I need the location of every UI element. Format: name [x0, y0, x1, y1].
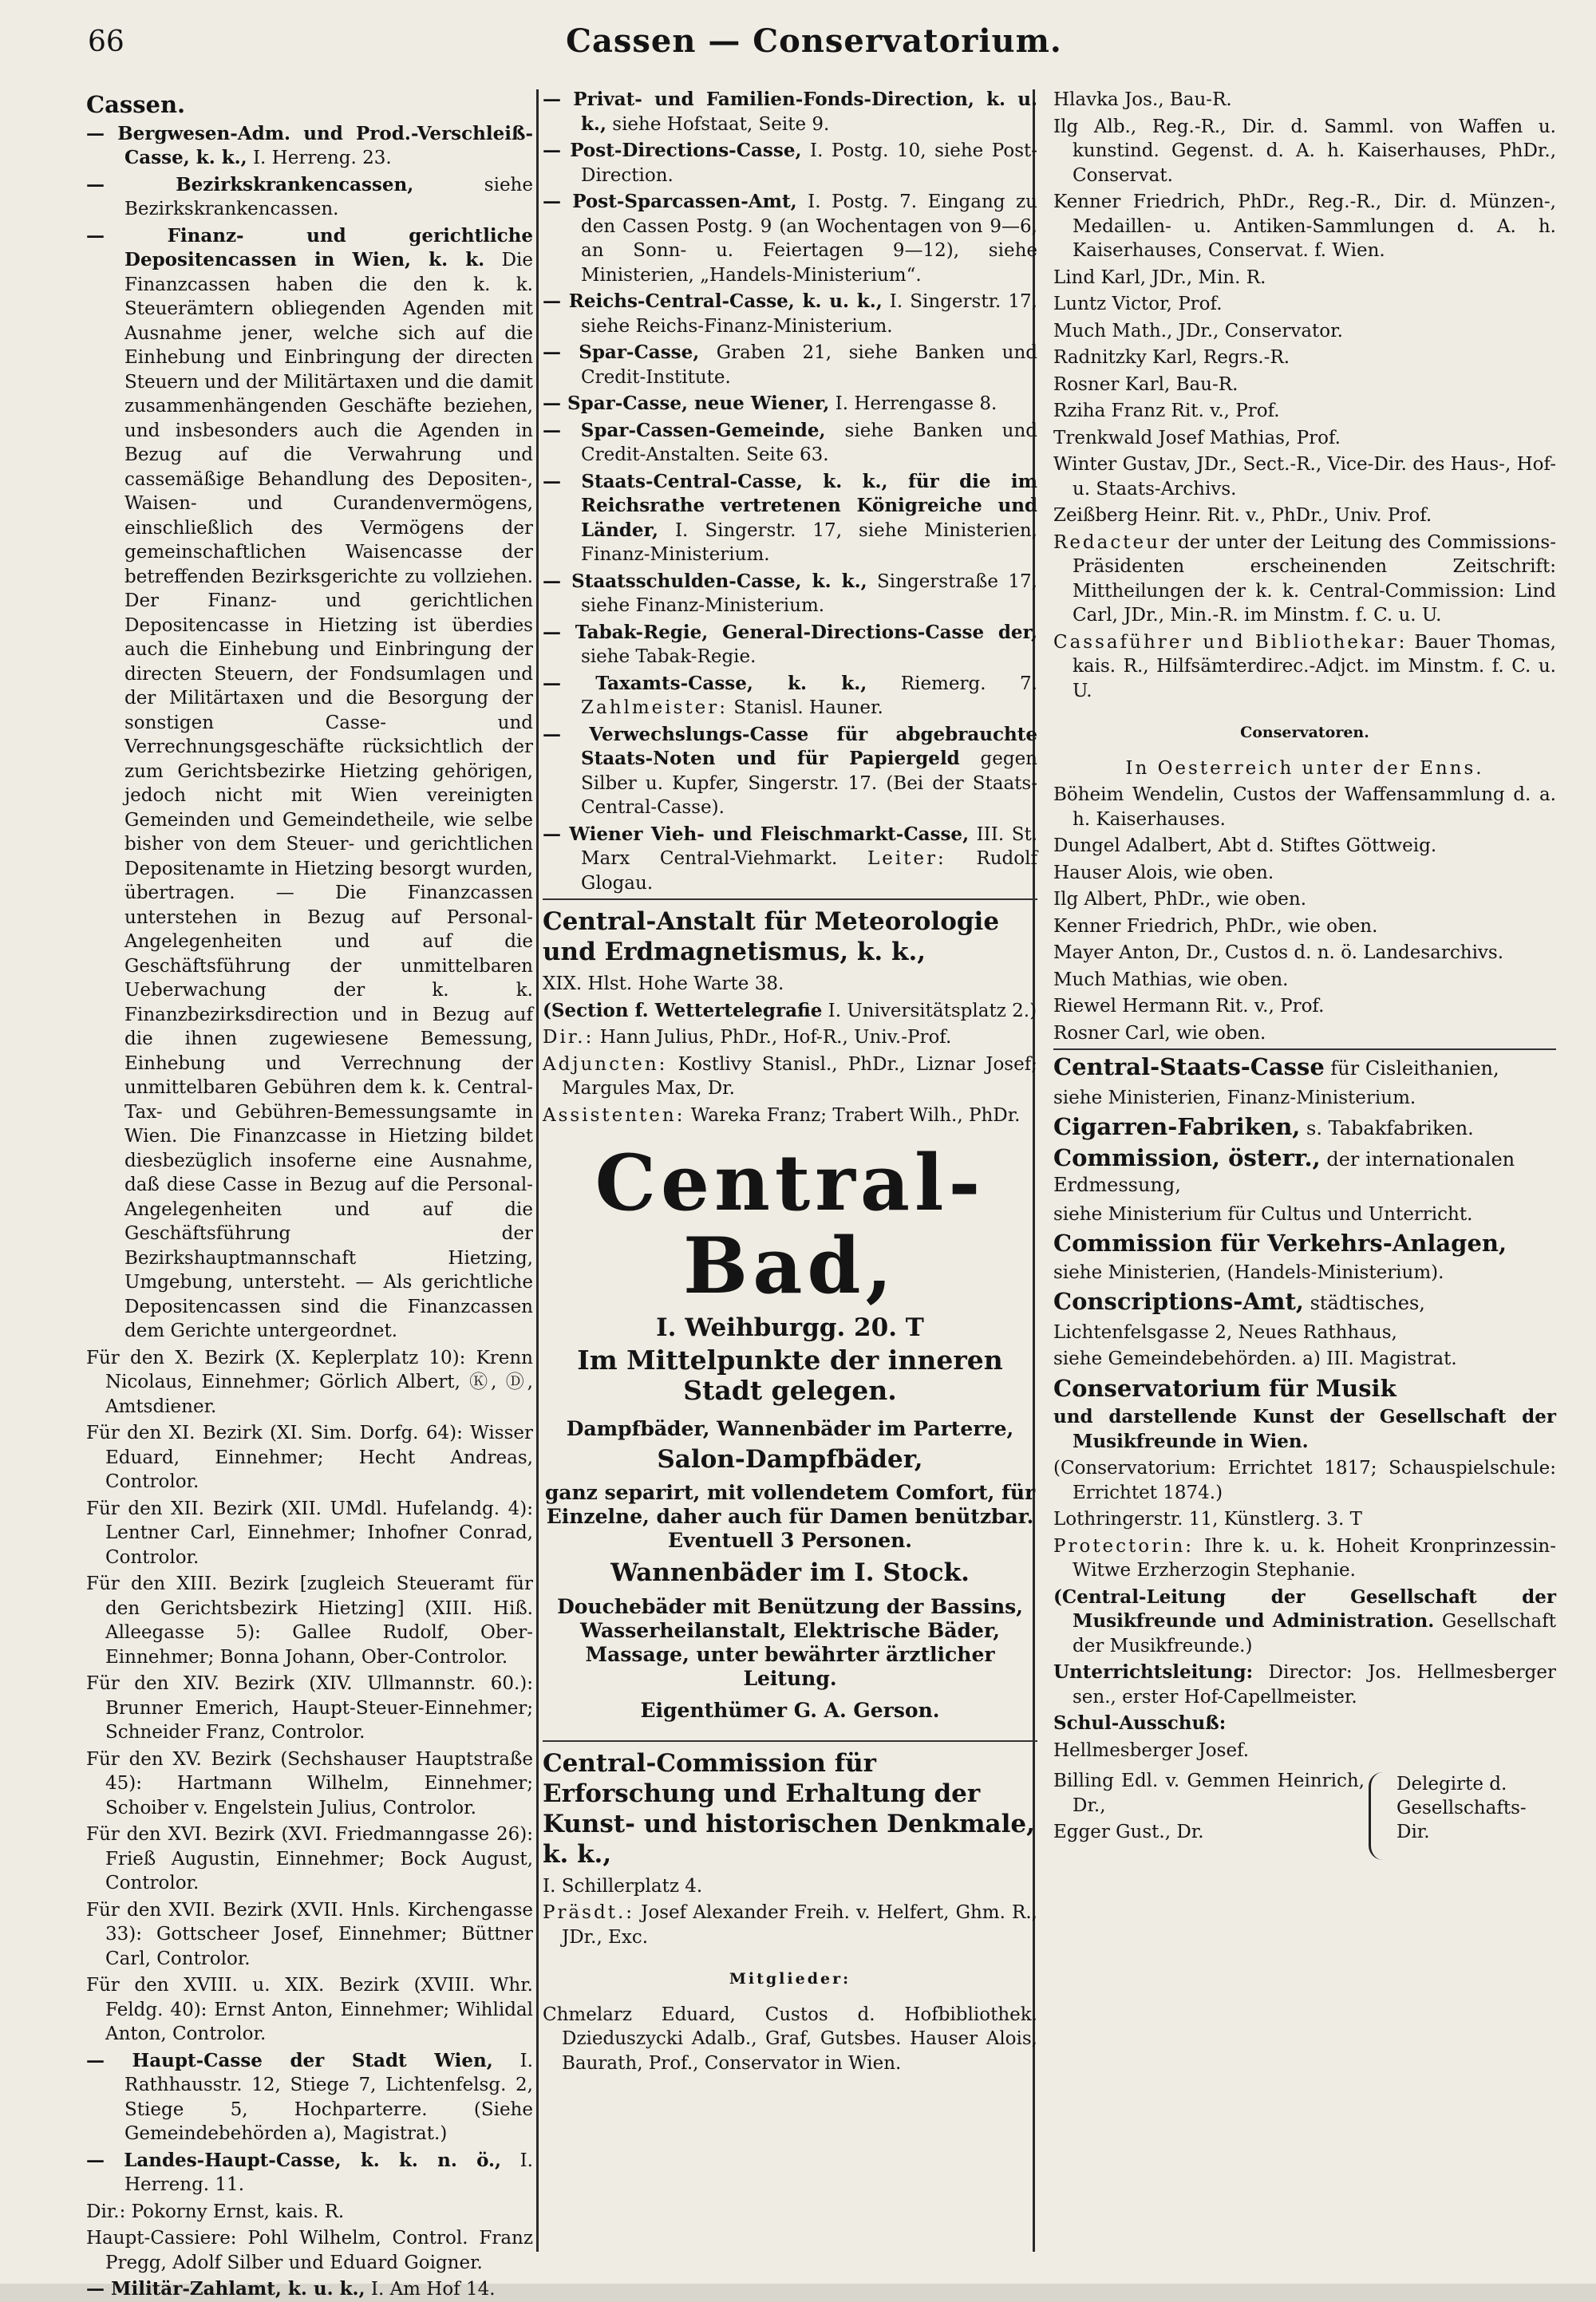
entry-title: — Privat- und Familien-Fonds-Direction, k. u. k.,: [543, 89, 1037, 135]
entry-title: — Landes-Haupt-Casse, k. k. n. ö.,: [86, 2149, 502, 2171]
members-list: Chmelarz Eduard, Custos d. Hofbibliothek. Dzieduszycki Adalb., Graf, Gutsbes. Hauser Alois, Baurath, Prof., Conservator in Wien.: [543, 2004, 1037, 2074]
conservator: Much Mathias, wie oben.: [1053, 969, 1289, 990]
role-label: Assistenten:: [543, 1104, 685, 1126]
entry-line: [1053, 531, 1556, 628]
brace: [1369, 1772, 1387, 1860]
entry-title: — Militär-Zahlamt, k. u. k.,: [86, 2278, 365, 2300]
entry: [543, 672, 1037, 721]
entry-title: [1053, 1055, 1556, 1081]
delegates-group: [1053, 1769, 1556, 1845]
region-heading: In Oesterreich unter der Enns.: [1125, 757, 1484, 779]
entry: [543, 621, 1037, 669]
entry-ref: siehe Gemeindebehörden. a) III. Magistrat.: [1053, 1348, 1457, 1369]
entry-title: — Taxamts-Casse, k. k.,: [543, 672, 867, 694]
entry: [86, 173, 533, 222]
entry: [86, 2049, 533, 2146]
delegates-names: [1053, 1769, 1365, 1845]
entry-title: [1053, 1143, 1556, 1198]
entry-title: [1053, 1115, 1556, 1141]
committee-member: Billing Edl. v. Gemmen Heinrich, Dr.,: [1053, 1771, 1365, 1816]
entry-line: Lichtenfelsgasse 2, Neues Rathhaus,: [1053, 1321, 1397, 1343]
conservator: Kenner Friedrich, PhDr., wie oben.: [1053, 915, 1378, 937]
ad-line: Salon-Dampfbäder,: [657, 1444, 923, 1474]
member: Ilg Alb., Reg.-R., Dir. d. Samml. von Waffen u. kunstind. Gegenst. d. A. h. Kaiserhauses, PhDr., Conservat.: [1053, 116, 1556, 186]
entry-text: siehe Tabak-Regie.: [581, 646, 757, 667]
district-entry: Für den XVII. Bezirk (XVII. Hnls. Kirchengasse 33): Gottscheer Josef, Einnehmer; Büttner Carl, Controlor.: [86, 1899, 533, 1969]
member: Kenner Friedrich, PhDr., Reg.-R., Dir. d. Münzen-, Medaillen- u. Antiken-Sammlungen d. A. h. Kaiserhauses, Conservat. f. Wien.: [1053, 192, 1556, 261]
entry-title: — Staats-Central-Casse, k. k., für die im Reichsrathe vertretenen Königreiche und Länder,: [543, 470, 1037, 541]
entry-text: der unter der Leitung des Commissions-Präsidenten erscheinenden Zeitschrift: Mittheilungen der k. k. Central-Commission: Lind Carl, JDr., Min.-R. im Minstm. f. C. u. U.: [1073, 531, 1556, 626]
separator: [543, 898, 1037, 900]
separator: [1053, 1048, 1556, 1050]
role-label: Zahlmeister:: [581, 697, 729, 718]
member: Trenkwald Josef Mathias, Prof.: [1053, 427, 1341, 448]
person: Rudolf Glogau.: [581, 848, 1037, 894]
entry-ref: siehe Ministerien, (Handels-Ministerium).: [1053, 1262, 1444, 1283]
entry: [543, 392, 1037, 417]
page-number: 66: [88, 26, 124, 58]
entry: [543, 88, 1037, 136]
entry: [543, 823, 1037, 896]
entry-text: I. Singerstr. 17, siehe Ministerien, Finanz-Ministerium.: [581, 519, 1037, 565]
ad-line: Wannenbäder im I. Stock.: [610, 1558, 970, 1587]
entry-title: — Bezirkskrankencassen,: [86, 173, 414, 195]
district-entry: Für den XVIII. u. XIX. Bezirk (XVIII. Whr. Feldg. 40): Ernst Anton, Einnehmer; Wihlidal Anton, Controlor.: [86, 1975, 533, 2044]
entry-title-text: Conscriptions-Amt,: [1053, 1288, 1304, 1315]
district-entry: Für den XI. Bezirk (XI. Sim. Dorfg. 64): Wisser Eduard, Einnehmer; Hecht Andreas, Controlor.: [86, 1423, 533, 1492]
entry-subtitle: und darstellende Kunst der Gesellschaft der Musikfreunde in Wien.: [1053, 1406, 1556, 1452]
entry-line: Haupt-Cassiere: Pohl Wilhelm, Control. Franz Pregg, Adolf Silber und Eduard Goigner.: [86, 2228, 533, 2273]
entry-title: — Spar-Casse, neue Wiener,: [543, 393, 830, 414]
committee-member: Hellmesberger Josef.: [1053, 1739, 1250, 1761]
role-label: Dir.:: [543, 1027, 595, 1048]
entry-title: — Haupt-Casse der Stadt Wien,: [86, 2049, 493, 2071]
entry-title: — Reichs-Central-Casse, k. u. k.,: [543, 290, 883, 312]
entry-text: gegen Silber u. Kupfer, Singerstr. 17. (Bei der Staats-Central-Casse).: [581, 748, 1037, 818]
entry-line: Dir.: Pokorny Ernst, kais. R.: [86, 2201, 345, 2222]
ad-line: Douchebäder mit Benützung der Bassins, Wasserheilanstalt, Elektrische Bäder, Massage, unter bewährter ärztlicher Leitung.: [557, 1594, 1023, 1690]
member: Much Math., JDr., Conservator.: [1053, 320, 1343, 342]
advertisement: [543, 1138, 1037, 1723]
entry-text: Singerstraße 17, siehe Finanz-Ministerium.: [581, 571, 1037, 616]
member: Hlavka Jos., Bau-R.: [1053, 89, 1232, 110]
entry-text: I. Postg. 7. Eingang zu den Cassen Postg. 9 (an Wochentagen von 9—6, an Sonn- u. Feiertagen 9—12), siehe Ministerien, „Handels-Ministerium“.: [581, 192, 1037, 286]
person: Kostlivy Stanisl., PhDr., Liznar Josef; Margules Max, Dr.: [562, 1053, 1037, 1099]
role-label: Protectorin:: [1053, 1535, 1195, 1557]
ad-logo: Central-Bad,: [595, 1138, 986, 1311]
entry-line: [1053, 1660, 1556, 1709]
entry: [86, 224, 533, 1344]
member: Rosner Karl, Bau-R.: [1053, 373, 1238, 395]
entry-line: [543, 1104, 1037, 1128]
entry-line: [1053, 630, 1556, 704]
person: Wareka Franz; Trabert Wilh., PhDr.: [685, 1104, 1021, 1126]
person: Josef Alexander Freih. v. Helfert, Ghm. R., JDr., Exc.: [562, 1902, 1037, 1948]
entry: [543, 290, 1037, 338]
conservator: Riewel Hermann Rit. v., Prof.: [1053, 996, 1325, 1017]
member: Radnitzky Karl, Regrs.-R.: [1053, 347, 1290, 368]
district-entry: Für den XV. Bezirk (Sechshauser Hauptstraße 45): Hartmann Wilhelm, Einnehmer; Schoiber v. Engelstein Julius, Controlor.: [86, 1748, 533, 1818]
member: Luntz Victor, Prof.: [1053, 294, 1223, 314]
entry-text: I. Rathhausstr. 12, Stiege 7, Lichtenfelsg. 2, Stiege 5, Hochparterre. (Siehe Gemeindebehörden a), Magistrat.): [124, 2050, 533, 2144]
entry-title: — Bergwesen-Adm. und Prod.-Verschleiß-Casse, k. k.,: [86, 122, 533, 168]
entry-line: [543, 1052, 1037, 1101]
entry-subtitle: (Section f. Wettertelegrafie: [543, 999, 823, 1021]
person: Hann Julius, PhDr., Hof-R., Univ.-Prof.: [594, 1027, 952, 1048]
role-label: Redacteur: [1053, 531, 1171, 553]
separator: [543, 1740, 1037, 1742]
conservator: Hauser Alois, wie oben.: [1053, 862, 1274, 883]
entry-text: III. St. Marx Central-Viehmarkt.: [581, 823, 1037, 869]
entry-title: — Verwechslungs-Casse für abgebrauchte Staats-Noten und für Papiergeld: [543, 723, 1037, 769]
entry: [86, 2149, 533, 2197]
entry-title: — Tabak-Regie, General-Directions-Casse der,: [543, 621, 1037, 643]
entry-line: [1053, 1534, 1556, 1583]
entry-text: I. Universitätsplatz 2.): [822, 1000, 1037, 1021]
entry-text: Bauer Thomas, kais. R., Hilfsämterdirec.-Adjct. im Minstm. f. C. u. U.: [1073, 631, 1556, 701]
entry-title: Commission für Verkehrs-Anlagen,: [1053, 1230, 1507, 1257]
district-entry: Für den XIV. Bezirk (XIV. Ullmannstr. 60.): Brunner Emerich, Haupt-Steuer-Einnehmer; Schneider Franz, Controlor.: [86, 1673, 533, 1743]
role-label: Adjuncten:: [543, 1053, 668, 1075]
entry-line: [543, 1901, 1037, 1949]
committee-heading: Schul-Ausschuß:: [1053, 1712, 1227, 1734]
delegates-note: Delegirte d. Gesellschafts-Dir.: [1396, 1774, 1527, 1842]
conservator: Mayer Anton, Dr., Custos d. n. ö. Landesarchivs.: [1053, 942, 1504, 963]
entry-subtitle: (Central-Leitung der Gesellschaft der Musikfreunde und Administration.: [1053, 1585, 1556, 1632]
entry-line: XIX. Hlst. Hohe Warte 38.: [543, 973, 784, 994]
committee-member: Egger Gust., Dr.: [1053, 1822, 1204, 1842]
entry: [543, 139, 1037, 188]
member: Winter Gustav, JDr., Sect.-R., Vice-Dir. des Haus-, Hof- u. Staats-Archivs.: [1053, 454, 1556, 499]
entry-line: I. Schillerplatz 4.: [543, 1875, 703, 1897]
district-entry: Für den XIII. Bezirk [zugleich Steueramt für den Gerichtsbezirk Hietzing] (XIII. Hiß. Alleegasse 5): Gallee Rudolf, Ober-Einnehmer; Bonna Johann, Ober-Controlor.: [86, 1573, 533, 1668]
entry-text: I. Singerstr. 17, siehe Reichs-Finanz-Ministerium.: [581, 291, 1037, 337]
ad-line: Dampfbäder, Wannenbäder im Parterre,: [566, 1416, 1014, 1440]
person: Stanisl. Hauner.: [728, 697, 883, 718]
district-entry: Für den XVI. Bezirk (XVI. Friedmanngasse 26): Frieß Augustin, Einnehmer; Bock August, Controlor.: [86, 1824, 533, 1893]
entry-title: — Finanz- und gerichtliche Depositencassen in Wien, k. k.: [86, 224, 533, 270]
entry-title: Central-Anstalt für Meteorologie und Erdmagnetismus, k. k.,: [543, 907, 1000, 966]
entry-text: Gesellschaft der Musikfreunde.): [1073, 1611, 1556, 1656]
members-heading: Mitglieder:: [729, 1970, 851, 1988]
entry: [543, 341, 1037, 389]
entry: [543, 570, 1037, 618]
conservator: Ilg Albert, PhDr., wie oben.: [1053, 889, 1307, 910]
entry-title-text: Cigarren-Fabriken,: [1053, 1113, 1301, 1140]
entry-text: I. Herrengasse 8.: [829, 393, 998, 414]
member: Rziha Franz Rit. v., Prof.: [1053, 401, 1280, 421]
role-label: Leiter:: [867, 848, 946, 869]
entry-line: Lothringerstr. 11, Künstlerg. 3. T: [1053, 1509, 1362, 1530]
district-entry: Für den X. Bezirk (X. Keplerplatz 10): Krenn Nicolaus, Einnehmer; Görlich Albert, Ⓚ, Ⓓ, Amtsdiener.: [86, 1347, 533, 1417]
entry-text: I. Am Hof 14.: [365, 2279, 496, 2300]
entry-text: siehe Hofstaat, Seite 9.: [606, 113, 830, 135]
person: Ihre k. u. k. Hoheit Kronprinzessin-Witwe Erzherzogin Stephanie.: [1073, 1535, 1556, 1581]
conservator: Dungel Adalbert, Abt d. Stiftes Göttweig.: [1053, 835, 1437, 856]
entry-text: siehe Bezirkskrankencassen.: [124, 174, 533, 219]
entry-text: der internationalen Erdmessung,: [1053, 1147, 1515, 1196]
entry: [543, 723, 1037, 820]
district-entry: Für den XII. Bezirk (XII. UMdl. Hufelandg. 4): Lentner Carl, Einnehmer; Inhofner Conrad, Controlor.: [86, 1498, 533, 1568]
ad-line: ganz separirt, mit vollendetem Comfort, für Einzelne, daher auch für Damen benützbar. Eventuell 3 Personen.: [544, 1481, 1036, 1552]
entry-text: Graben 21, siehe Banken und Credit-Institute.: [581, 342, 1037, 388]
entry-title: — Staatsschulden-Casse, k. k.,: [543, 570, 867, 592]
conservators-heading: Conservatoren.: [1240, 724, 1369, 741]
ad-address: I. Weihburgg. 20. T: [656, 1313, 924, 1342]
entry-title: Central-Commission für Erforschung und Erhaltung der Kunst- und historischen Denkmale, k. k.,: [543, 1748, 1035, 1869]
entry-title: Conservatorium für Musik: [1053, 1374, 1396, 1402]
person: Director: Jos. Hellmesberger sen., erster Hof-Capellmeister.: [1073, 1662, 1556, 1708]
role-label: Cassaführer und Bibliothekar:: [1053, 631, 1408, 653]
entry-title-text: Central-Staats-Casse: [1053, 1053, 1325, 1080]
conservator: Rosner Carl, wie oben.: [1053, 1022, 1266, 1044]
entry-text: I. Herreng. 23.: [247, 148, 392, 168]
entry-text: s. Tabakfabriken.: [1300, 1117, 1474, 1139]
entry-ref: siehe Ministerien, Finanz-Ministerium.: [1053, 1087, 1416, 1108]
entry-text: für Cisleithanien,: [1324, 1057, 1499, 1080]
entry-title: — Post-Directions-Casse,: [543, 140, 802, 161]
entry-title: — Spar-Cassen-Gemeinde,: [543, 419, 826, 441]
entry-title: [1053, 1289, 1556, 1316]
entry: [543, 190, 1037, 287]
entry-line: [1053, 1585, 1556, 1659]
page-header: [88, 22, 1540, 70]
role-label: Unterrichtsleitung:: [1053, 1661, 1254, 1683]
ad-location: Im Mittelpunkte der inneren Stadt gelegen.: [577, 1344, 1003, 1406]
entry-title: — Wiener Vieh- und Fleischmarkt-Casse,: [543, 823, 970, 845]
ad-owner: Eigenthümer G. A. Gerson.: [640, 1698, 940, 1722]
entry-line: (Conservatorium: Errichtet 1817; Schauspielschule: Errichtet 1874.): [1053, 1458, 1556, 1503]
entry-title-text: Commission, österr.,: [1053, 1143, 1321, 1171]
entry-text: siehe Banken und Credit-Anstalten. Seite 63.: [581, 420, 1038, 465]
column-divider: [536, 89, 539, 2252]
entry: [86, 122, 533, 171]
conservator: Böheim Wendelin, Custos der Waffensammlung d. a. h. Kaiserhauses.: [1053, 784, 1556, 830]
entry: [86, 2277, 533, 2302]
entry-line: [543, 999, 1037, 1024]
entry-text: Riemerg. 7.: [867, 673, 1037, 694]
column-3: [1037, 88, 1556, 2258]
entry-text: I. Postg. 10, siehe Post-Direction.: [581, 140, 1038, 186]
role-label: Präsdt.:: [543, 1902, 635, 1923]
member: Lind Karl, JDr., Min. R.: [1053, 267, 1266, 288]
column-1: [86, 88, 533, 2300]
entry-ref: siehe Ministerium für Cultus und Unterricht.: [1053, 1203, 1473, 1225]
entry-text: I. Herreng. 11.: [124, 2150, 533, 2195]
section-heading: Cassen.: [86, 91, 186, 118]
column-2: [543, 88, 1037, 2258]
member: Zeißberg Heinr. Rit. v., PhDr., Univ. Prof.: [1053, 505, 1432, 526]
entry-line: [543, 1025, 1037, 1050]
entry-title: — Post-Sparcassen-Amt,: [543, 191, 797, 212]
entry-text: Die Finanzcassen haben die den k. k. Steuerämtern obliegenden Agenden mit Ausnahme jener, welche sich auf die Einhebung und Einbringung der directen Steuern und der Militärtaxen und die damit zusammenhängenden Geschäfte beziehen, und insbesonders auch die Agenden in Bezug auf die Verwahrung und cassemäßige Behandlung des Depositen-, Waisen- und Curandenvermögens, einschließlich des Vermögens der gemeinschaftlichen Waisencasse der betreffenden Bezirksgerichte zu vollziehen. Der Finanz- und gerichtlichen Depositencasse in Hietzing ist überdies auch die Einhebung und Einbringung der directen Steuern, der Fondsumlagen und der Militärtaxen und die Besorgung der sonstigen Casse- und Verrechnungsgeschäfte rücksichtlich der zum Gerichtsbezirke Hietzing gehörigen, jedoch nicht mit Wien vereinigten Gemeinden und Gemeindetheile, wie selbe bisher von dem Steuer- und gerichtlichen Depositenamte in Hietzing besorgt wurden, übertragen. — Die Finanzcassen unterstehen in Bezug auf Personal-Angelegenheiten und auf die Geschäftsführung der unmittelbaren Ueberwachung der k. k. Finanzbezirksdirection und in Bezug auf die ihnen zugewiesene Bemessung, Einhebung und Verrechnung der unmittelbaren Gebühren dem k. k. Central-Tax- und Gebühren-Bemessungsamte in Wien. Die Finanzcasse in Hietzing bildet diesbezüglich insoferne eine Ausnahme, daß diese Casse in Bezug auf die Personal-Angelegenheiten und auf die Geschäftsführung der Bezirkshauptmannschaft Hietzing, Umgebung, untersteht. — Als gerichtliche Depositencassen sind die Finanzcassen dem Gerichte untergeordnet.: [124, 250, 533, 1341]
running-head: Cassen — Conservatorium.: [566, 22, 1062, 60]
entry-title: — Spar-Casse,: [543, 342, 700, 363]
entry: [543, 419, 1037, 468]
entry: [543, 470, 1037, 567]
entry-text: städtisches,: [1303, 1292, 1425, 1314]
